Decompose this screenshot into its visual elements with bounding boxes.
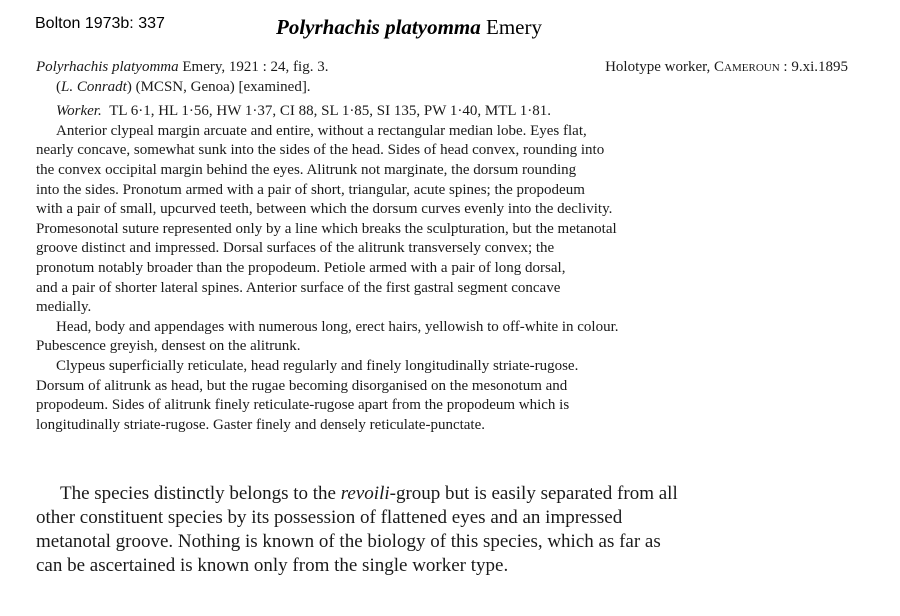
worker-p1-line: the convex occipital margin behind the eyes. Alitrunk not marginate, the dorsum rounding [36,161,577,178]
remark-line: metanotal groove. Nothing is known of the biology of this species, which as far as [36,531,661,552]
species-remark [36,482,848,578]
worker-p1-line: medially. [36,299,92,316]
worker-p2-line: Pubescence greyish, densest on the alitrunk. [36,338,301,355]
synonymy-paren: ( [56,78,61,95]
species-name: Polyrhachis platyomma [276,15,481,39]
synonymy-collector: L. Conradt [61,78,127,95]
worker-measurements-line [36,102,848,122]
synonymy-name: Polyrhachis platyomma [36,59,179,75]
species-group-name: revoili [340,483,390,504]
worker-p1-line: and a pair of shorter lateral spines. Anterior surface of the first gastral segment concave [36,279,561,296]
worker-p1-line: pronotum notably broader than the propodeum. Petiole armed with a pair of long dorsal, [36,259,566,276]
worker-p3-line: Clypeus superficially reticulate, head regularly and finely longitudinally striate-rugose. [56,357,579,374]
worker-p1-line: groove distinct and impressed. Dorsal surfaces of the alitrunk transversely convex; the [36,240,555,257]
synonymy-date: : 9.xi.1895 [783,59,848,75]
citation-header: Bolton 1973b: 337 [35,15,165,32]
remark-line: The species distinctly belongs to the revoili -group but is easily separated from all [60,483,678,504]
worker-p1-line: nearly concave, somewhat sunk into the sides of the head. Sides of head convex, rounding into [36,142,605,159]
worker-p3-line: Dorsum of alitrunk as head, but the rugae becoming disorganised on the mesonotum and [36,377,568,394]
synonymy-depository: ) (MCSN, Genoa) [examined]. [126,78,311,95]
worker-p1-line: into the sides. Pronotum armed with a pair of short, triangular, acute spines; the propodeum [36,181,585,198]
worker-p1-line: Promesonotal suture represented only by a line which breaks the sculpturation, but the metanotal [36,220,617,237]
synonymy-reference: Emery, 1921 : 24, fig. 3. [182,59,329,75]
synonymy-locality: Cameroun [714,59,780,75]
worker-label: Worker. [56,103,102,120]
worker-p1-line: with a pair of small, upcurved teeth, between which the dorsum curves evenly into the declivity. [36,201,613,218]
worker-p1-line: Anterior clypeal margin arcuate and entire, without a rectangular median lobe. Eyes flat, [56,122,587,139]
worker-p2-line: Head, body and appendages with numerous long, erect hairs, yellowish to off-white in colour. [56,318,619,335]
synonymy-line-2 [36,78,848,98]
worker-p3-line: longitudinally striate-rugose. Gaster finely and densely reticulate-punctate. [36,416,486,433]
remark-line: can be ascertained is known only from the single worker type. [36,555,509,576]
worker-measurements: TL 6·1, HL 1·56, HW 1·37, CI 88, SL 1·85, SI 135, PW 1·40, MTL 1·81. [109,103,551,120]
species-description [36,58,848,435]
species-title [276,15,542,40]
remark-line: other constituent species by its possession of flattened eyes and an impressed [36,507,623,528]
synonymy-type: Holotype worker, [605,59,711,75]
species-author: Emery [486,15,542,39]
synonymy-line-1 [36,58,848,78]
worker-p3-line: propodeum. Sides of alitrunk finely reticulate-rugose apart from the propodeum which is [36,397,570,414]
